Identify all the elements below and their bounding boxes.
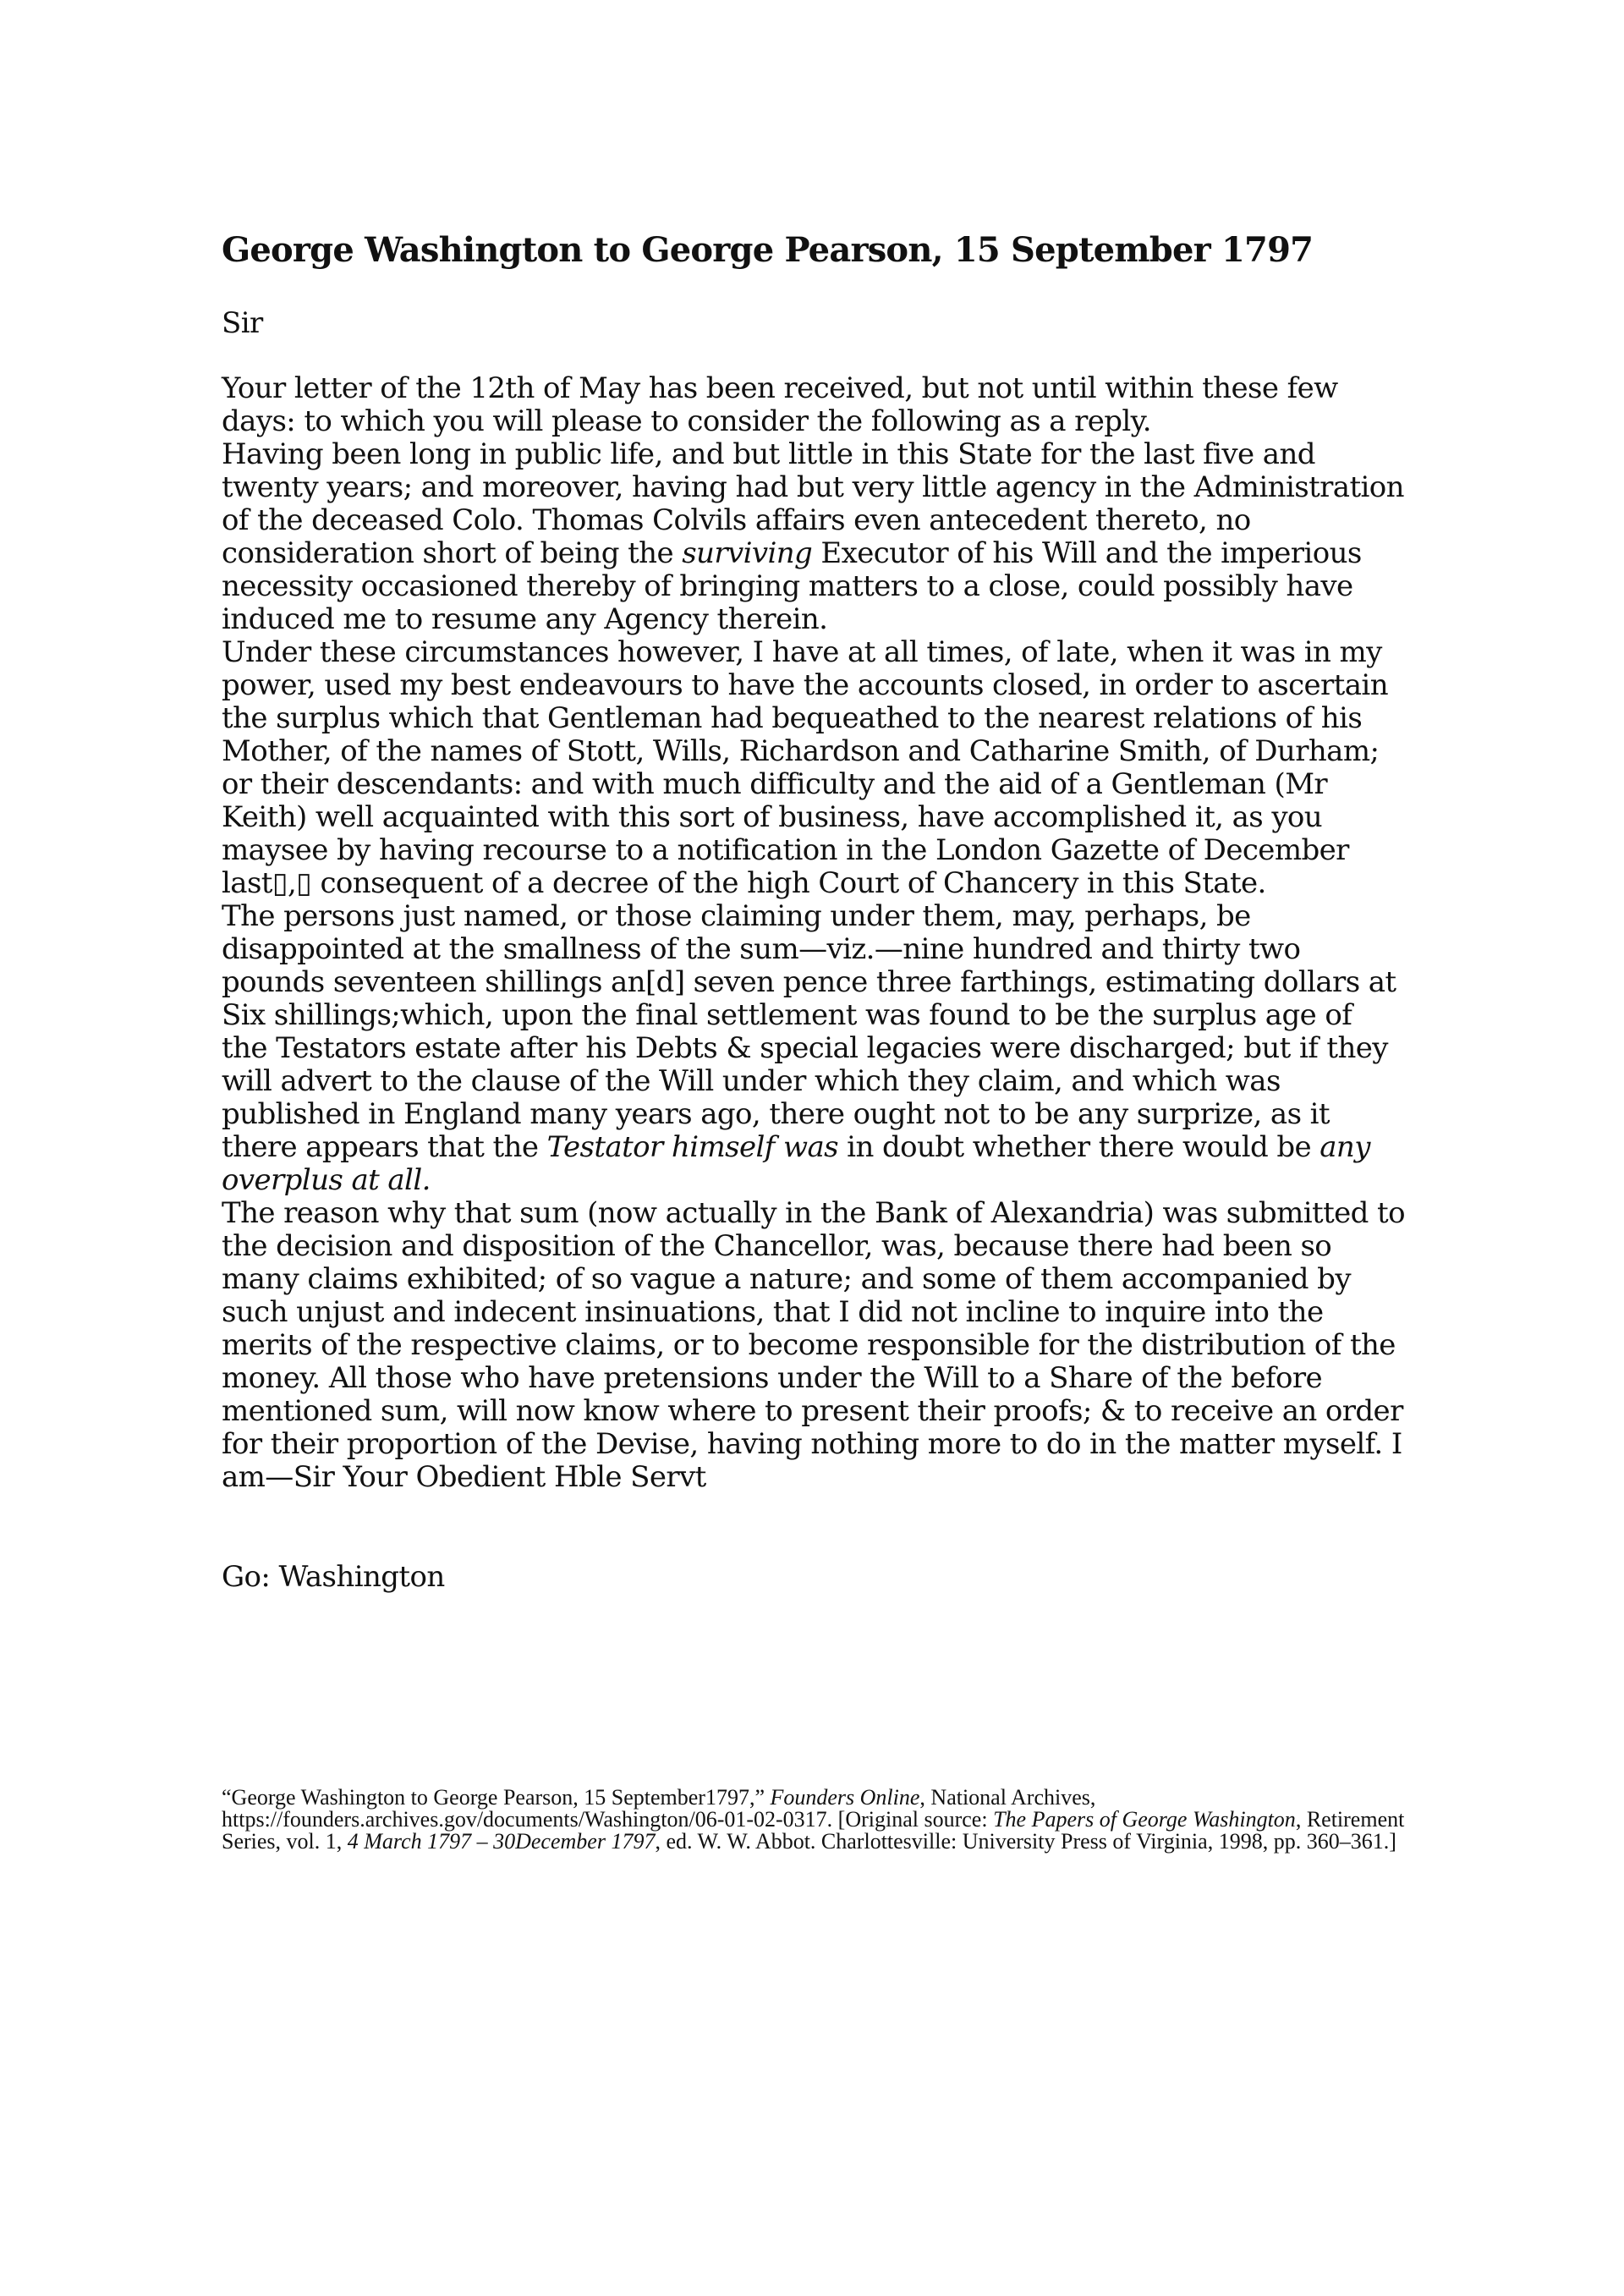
citation-date-range: 4 March 1797 – 30December 1797	[347, 1829, 656, 1854]
paragraph-3: Under these circumstances however, I have at all times, of late, when it was in my power, used my best endeavours to have the accounts closed, in order to ascertain the surplus which that Gentleman had bequeathed to the nearest relations of his Mother, of the names of Stott, Wills, Richardson and Catharine Smith, of Durham; or their descendants: and with much difficulty and the aid of a Gentleman (Mr Keith) well acquainted with this sort of business, have accomplished it, as you maysee by having recourse to a notification in the London Gazette of December last▯,▯ consequent of a decree of the high Court of Chancery in this State.	[222, 635, 1388, 900]
salutation: Sir	[222, 306, 263, 340]
citation-founders-online: Founders Online	[770, 1785, 920, 1810]
citation-part-3: , Retirement Series, vol. 1,	[222, 1807, 1405, 1854]
signature: Go: Washington	[222, 1560, 445, 1594]
citation-part-1: “George Washington to George Pearson, 15 September1797,”	[222, 1785, 771, 1810]
paragraph-2-text-a: Having been long in public life, and but little in this State for the last five and twenty years; and moreover, having had but very little agency in the Administration of the deceased Colo. Thomas Colvils affairs even antecedent thereto, no consideration short of being the	[222, 437, 1404, 570]
paragraph-5: The reason why that sum (now actually in the Bank of Alexandria) was submitted to the decision and disposition of the Chancellor, was, because there had been so many claims exhibited; of so vague a nature; and some of them accompanied by such unjust and indecent insinuations, that I did not incline to inquire into the merits of the respective claims, or to become responsible for the distribution of the money. All those who have pretensions under the Will to a Share of the before mentioned sum, will now know where to present their proofs; & to receive an order for their proportion of the Devise, having nothing more to do in the matter myself. I am—Sir Your Obedient Hble Servt	[222, 1196, 1405, 1494]
paragraph-4-italic-overplus: any overplus at all.	[222, 1130, 1370, 1197]
page-title: George Washington to George Pearson, 15 September 1797	[222, 230, 1314, 270]
paragraph-2-text-b: Executor of his Will and the imperious necessity occasioned thereby of bringing matters to a close, could possibly have induced me to resume any Agency therein.	[222, 536, 1362, 636]
paragraph-2	[222, 438, 1406, 636]
citation-papers-title: The Papers of George Washington	[993, 1807, 1296, 1832]
citation-part-4: , ed. W. W. Abbot. Charlottesville: University Press of Virginia, 1998, pp. 360–361.]	[655, 1829, 1396, 1854]
letter-body	[222, 372, 1406, 1494]
paragraph-4-text-b: in doubt whether there would be	[837, 1130, 1320, 1164]
paragraph-1: Your letter of the 12th of May has been received, but not until within these few days: to which you will please to consider the following as a reply.	[222, 371, 1338, 438]
citation	[222, 1787, 1406, 1853]
paragraph-4-text-a: The persons just named, or those claiming under them, may, perhaps, be disappointed at the smallness of the sum—viz.—nine hundred and thirty two pounds seventeen shillings an[d] seven pence three farthings, estimating dollars at Six shillings;which, upon the final settlement was found to be the surplus age of the Testators estate after his Debts & special legacies were discharged; but if they will advert to the clause of the Will under which they claim, and which was published in England many years ago, there ought not to be any surprize, as it there appears that the	[222, 899, 1396, 1164]
paragraph-4-italic-testator: Testator himself was	[546, 1130, 838, 1164]
paragraph-4	[222, 900, 1406, 1197]
citation-part-2: , National Archives, https://founders.archives.gov/documents/Washington/06-01-02-0317. [Original source:	[222, 1785, 1096, 1832]
paragraph-2-italic-surviving: surviving	[682, 536, 813, 570]
